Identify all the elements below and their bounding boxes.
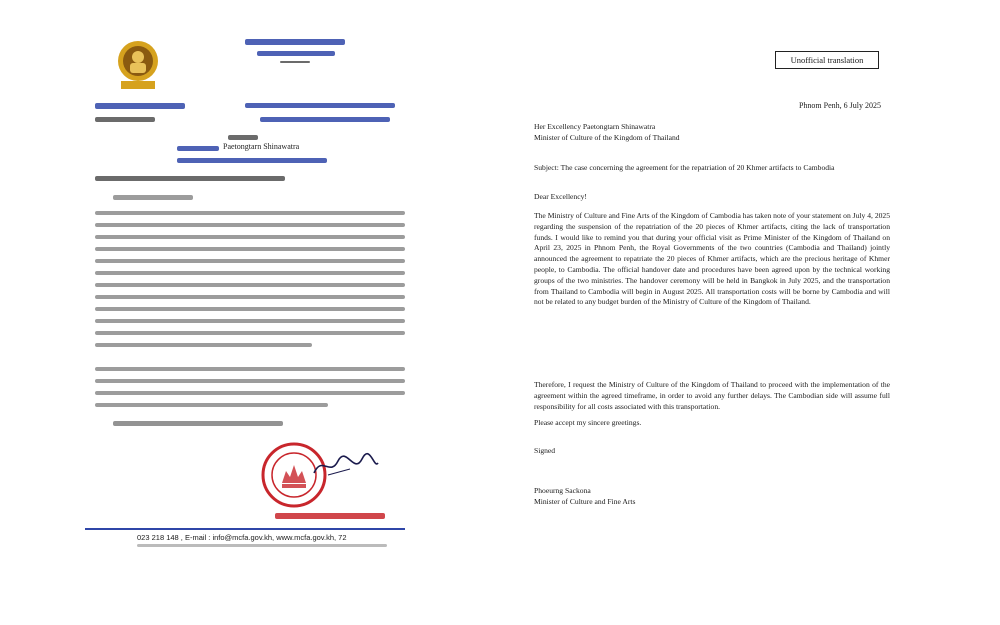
solar-date-khmer [260,117,390,122]
closing-greeting: Please accept my sincere greetings. [534,418,642,427]
signer-block [534,486,635,508]
body-paragraph-2: Therefore, I request the Ministry of Culture of the Kingdom of Thailand to proceed with the implementation of the agreement within the agreed timeframe, in order to avoid any further delays. The Cambodian side will assume full responsibility for all costs associated with this transportation. [534,380,890,411]
body-paragraph-2-khmer [95,367,405,415]
signer-name: Phoeurng Sackona [534,486,591,495]
national-motto-khmer [257,51,335,56]
unofficial-translation-badge: Unofficial translation [775,51,879,69]
addressee-title: Minister of Culture of the Kingdom of Thailand [534,132,680,142]
addressee-name: Her Excellency Paetongtarn Shinawatra [534,122,656,131]
ministry-emblem-icon [113,37,163,93]
footer-contact: 023 218 148 , E-mail : info@mcfa.gov.kh, www.mcfa.gov.kh, 72 [137,533,347,542]
footer-rule [85,528,405,530]
recipient-title-khmer [177,146,219,151]
recipient-label-khmer [228,135,258,140]
subject-khmer [95,176,285,181]
salutation: Dear Excellency! [534,192,587,201]
place-and-date: Phnom Penh, 6 July 2025 [798,101,881,110]
english-translation-letter [503,40,903,580]
khmer-original-letter [85,33,425,573]
header-divider [280,61,310,63]
signer-name-khmer [275,513,385,519]
addressee [534,122,894,144]
signed-label: Signed [534,446,556,455]
closing-khmer [113,421,283,426]
letter-number-khmer [95,117,155,122]
ministry-name-khmer [95,103,185,109]
footer-address-khmer [137,544,387,547]
letter-subject: Subject: The case concerning the agreement for the repatriation of 20 Khmer artifacts to Cambodia [534,163,835,172]
recipient-name-latin: Paetongtarn Shinawatra [223,142,300,151]
salutation-khmer [113,195,193,200]
signer-title: Minister of Culture and Fine Arts [534,496,636,506]
recipient-position-khmer [177,158,327,163]
body-paragraph-1: The Ministry of Culture and Fine Arts of the Kingdom of Cambodia has taken note of your statement on July 4, 2025 regarding the suspension of the repatriation of the 20 pieces of Khmer artifacts, citing the lack of transportation funds. I would like to remind you that during your official visit as Prime Minister of the Kingdom of Thailand on April 23, 2025 in Phnom Penh, the Royal Governments of the two countries (Cambodia and Thailand) jointly announced the agreement to repatriate the 20 pieces of Khmer artifacts, which are the precious heritage of Khmer people, to Cambodia. The official handover date and procedures have been agreed upon by the technical working groups of the two ministries. The handover ceremony will be held in Bangkok in July 2025, and the transportation from Thailand to Cambodia will begin in August 2025. All transportation costs will be borne by Cambodia and will not be related to any budget burden of the Ministry of Culture of the Kingdom of Thailand. [534,211,891,307]
body-paragraph-1-khmer [95,211,405,355]
kingdom-header-khmer [245,39,345,45]
minister-signature-icon [310,451,380,481]
lunar-date-khmer [245,103,395,108]
